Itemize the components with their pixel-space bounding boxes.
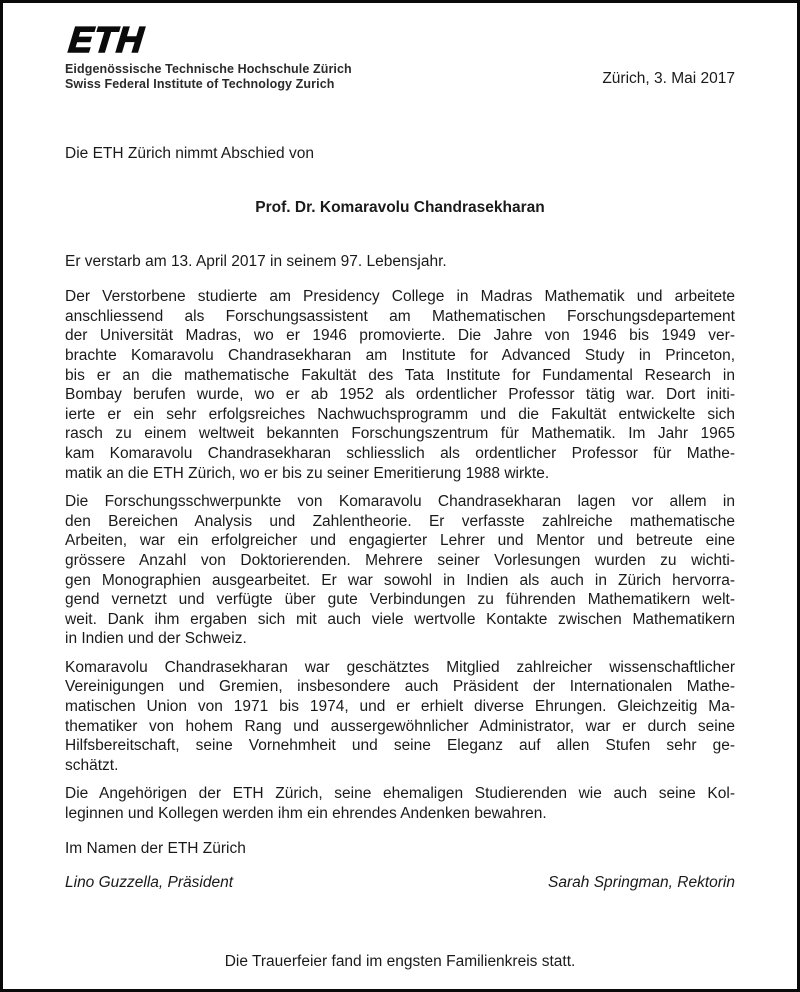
obituary-paragraph-career [65, 287, 735, 483]
paragraph-line: rasch zu einem weltweit bekannten Forschungszentrum für Mathematik. Im Jahr 1965 [65, 425, 735, 443]
paragraph-line: matischen Union von 1971 bis 1974, und er erhielt diverse Ehrungen. Gleichzeitig Ma- [65, 698, 735, 716]
paragraph-line: schätzt. [65, 756, 119, 774]
obituary-paragraph-remembrance [65, 784, 735, 823]
letter-content [3, 3, 797, 893]
paragraph-line: gend vernetzt und verfügte über gute Verbindungen zu führenden Mathematikern welt- [65, 591, 735, 609]
paragraph-line: Die Forschungsschwerpunkte von Komaravolu Chandrasekharan lagen vor allem in [65, 493, 735, 511]
paragraph-line: thematiker von hohem Rang und aussergewöhnlicher Administrator, war er durch seine [65, 717, 735, 735]
paragraph-line: Arbeiten, war ein erfolgreicher und engagierter Lehrer und Mentor und betreute eine [65, 532, 735, 550]
paragraph-line: den Bereichen Analysis und Zahlentheorie. Er verfasste zahlreiche mathematische [65, 512, 735, 530]
paragraph-line: bis er an die mathematische Fakultät des Tata Institute for Fundamental Research in [65, 366, 735, 384]
paragraph-line: Vereinigungen und Gremien, insbesondere auch Präsident der Internationalen Mathe- [65, 678, 735, 696]
paragraph-line: Die Angehörigen der ETH Zürich, seine ehemaligen Studierenden wie auch seine Kol- [65, 785, 735, 803]
paragraph-line: Komaravolu Chandrasekharan war geschätztes Mitglied zahlreicher wissenschaftlicher [65, 658, 735, 676]
intro-line: Die ETH Zürich nimmt Abschied von [65, 145, 314, 162]
signatures [65, 873, 735, 893]
paragraph-line: Der Verstorbene studierte am Presidency College in Madras Mathematik und arbeitete [65, 288, 735, 306]
death-notice: Er verstarb am 13. April 2017 in seinem 97. Lebensjahr. [65, 252, 447, 270]
institution-name-de: Eidgenössische Technische Hochschule Zürich [65, 62, 352, 76]
obituary-paragraph-research [65, 492, 735, 649]
paragraph-line: Bombay berufen wurde, wo er ab 1952 als ordentlicher Professor tätig war. Dort initi- [65, 386, 735, 404]
footer-note: Die Trauerfeier fand im engsten Familienkreis statt. [224, 953, 576, 970]
paragraph-line: in Indien und der Schweiz. [65, 630, 247, 648]
signature-president: Lino Guzzella, Präsident [65, 874, 234, 892]
signature-rector: Sarah Springman, Rektorin [548, 874, 735, 892]
paragraph-line: weit. Dank ihm ergaben sich mit auch viele wertvolle Kontakte zwischen Mathematikern [65, 610, 735, 628]
dateline: Zürich, 3. Mai 2017 [602, 70, 735, 87]
obituary-paragraph-memberships [65, 658, 735, 776]
paragraph-line: kam Komaravolu Chandrasekharan schliesslich als ordentlicher Professor für Mathe- [65, 444, 735, 462]
paragraph-line: grössere Anzahl von Doktorierenden. Mehrere seiner Vorlesungen wurden zu wichti- [65, 551, 735, 569]
paragraph-line: anschliessend als Forschungsassistent am Mathematischen Forschungsdepartement [65, 307, 735, 325]
deceased-name: Prof. Dr. Komaravolu Chandrasekharan [255, 198, 545, 216]
eth-logo: ETH [66, 19, 147, 60]
paragraph-line: brachte Komaravolu Chandrasekharan am Institute for Advanced Study in Princeton, [65, 346, 735, 364]
paragraph-line: matik an die ETH Zürich, wo er bis zu seiner Emeritierung 1988 wirkte. [65, 464, 550, 482]
paragraph-line: gen Monographien ausgearbeitet. Er war sowohl in Indien als auch in Zürich hervorra- [65, 571, 735, 589]
paragraph-line: Hilfsbereitschaft, seine Vornehmheit und seine Eleganz auf allen Stufen sehr ge- [65, 737, 735, 755]
institution-name-en: Swiss Federal Institute of Technology Zurich [65, 77, 335, 91]
paragraph-line: der Universität Madras, wo er 1946 promovierte. Die Jahre von 1946 bis 1949 ver- [65, 327, 735, 345]
paragraph-line: ierte er ein sehr erfolgsreiches Nachwuchsprogramm und die Fakultät entwickelte sich [65, 405, 735, 423]
closing-line: Im Namen der ETH Zürich [65, 839, 246, 857]
paragraph-line: leginnen und Kollegen werden ihm ein ehrendes Andenken bewahren. [65, 805, 547, 823]
obituary-body [65, 287, 735, 823]
